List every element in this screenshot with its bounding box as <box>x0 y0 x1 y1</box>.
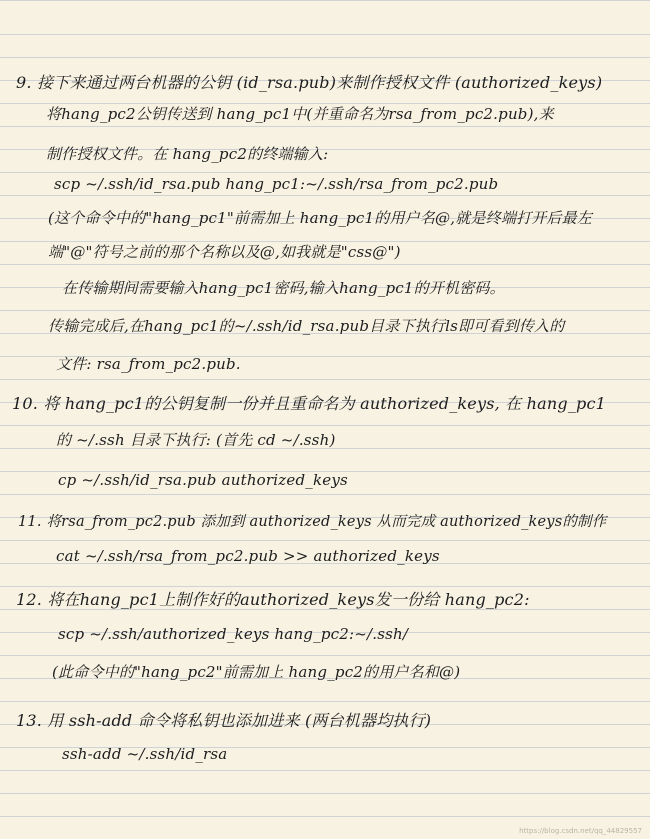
step-11-heading: 11. 将rsa_from_pc2.pub 添加到 authorized_keys 从而完成 authorized_keys的制作 <box>18 514 607 530</box>
step-9-text-line-3: 制作授权文件。在 hang_pc2的终端输入: <box>46 145 329 163</box>
step-12-note: (此命令中的"hang_pc2"前需加上 hang_pc2的用户名和@) <box>52 663 461 681</box>
step-12-heading: 12. 将在hang_pc1上制作好的authorized_keys发一份给 hang_pc2: <box>16 590 530 609</box>
step-9-text-line-2: 将hang_pc2公钥传送到 hang_pc1中(并重命名为rsa_from_pc2.pub),来 <box>46 105 554 123</box>
step-10-heading: 10. 将 hang_pc1的公钥复制一份并且重命名为 authorized_keys, 在 hang_pc1 <box>12 394 607 413</box>
source-watermark: https://blog.csdn.net/qq_44829557 <box>519 827 642 835</box>
step-9-heading: 9. 接下来通过两台机器的公钥 (id_rsa.pub)来制作授权文件 (authorized_keys) <box>16 73 603 92</box>
step-9-note-line-2: 端"@"符号之前的那个名称以及@,如我就是"css@") <box>48 243 401 261</box>
step-9-password-note: 在传输期间需要输入hang_pc1密码,输入hang_pc1的开机密码。 <box>62 279 505 297</box>
step-9-command-scp: scp ~/.ssh/id_rsa.pub hang_pc1:~/.ssh/rsa_from_pc2.pub <box>54 175 499 193</box>
step-9-note-line-1: (这个命令中的"hang_pc1"前需加上 hang_pc1的用户名@,就是终端打开后最左 <box>48 209 593 227</box>
step-12-command-scp: scp ~/.ssh/authorized_keys hang_pc2:~/.ssh/ <box>58 625 409 643</box>
step-10-text-line-2: 的 ~/.ssh 目录下执行: (首先 cd ~/.ssh) <box>56 431 336 449</box>
step-13-command-ssh-add: ssh-add ~/.ssh/id_rsa <box>62 745 228 763</box>
step-11-command-cat: cat ~/.ssh/rsa_from_pc2.pub >> authorized_keys <box>56 547 440 565</box>
step-13-heading: 13. 用 ssh-add 命令将私钥也添加进来 (两台机器均执行) <box>16 711 432 730</box>
step-9-result-line-1: 传输完成后,在hang_pc1的~/.ssh/id_rsa.pub目录下执行ls即可看到传入的 <box>48 317 565 335</box>
step-10-command-cp: cp ~/.ssh/id_rsa.pub authorized_keys <box>58 471 348 489</box>
step-9-result-line-2: 文件: rsa_from_pc2.pub. <box>56 355 241 373</box>
